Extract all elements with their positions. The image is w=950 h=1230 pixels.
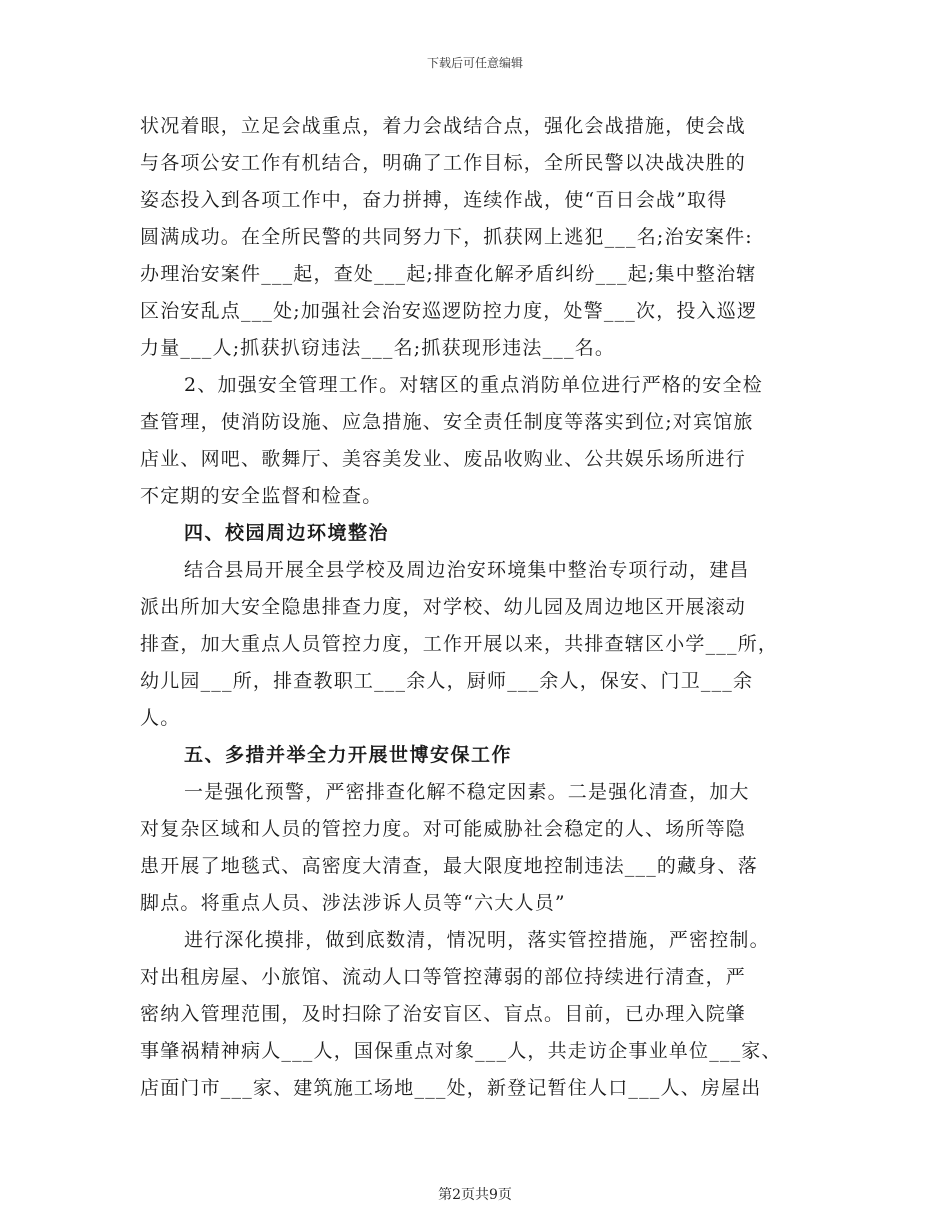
text-line: 排查，加大重点人员管控力度，工作开展以来，共排查辖区小学___所， [140,633,779,655]
text-line: 脚点。将重点人员、涉法涉诉人员等“六大人员” [140,892,566,914]
text-line: 对复杂区域和人员的管控力度。对可能威胁社会稳定的人、场所等隐 [140,818,747,840]
section-heading: 四、校园周边环境整治 [184,522,390,544]
text-line: 店业、网吧、歌舞厅、美容美发业、废品收购业、公共娱乐场所进行 [140,448,747,470]
text-line: 办理治安案件___起，查处___起;排查化解矛盾纠纷___起;集中整治辖 [140,263,757,285]
text-line: 人。 [140,707,181,729]
text-line: 不定期的安全监督和检查。 [140,485,383,507]
text-line: 对出租房屋、小旅馆、流动人口等管控薄弱的部位持续进行清查，严 [140,966,747,988]
page-header: 下载后可任意编辑 [426,56,523,70]
text-line: 幼儿园___所，排查教职工___余人，厨师___余人，保安、门卫___余 [140,670,754,692]
text-line: 结合县局开展全县学校及周边治安环境集中整治专项行动，建昌 [184,559,750,581]
text-line: 密纳入管理范围，及时扫除了治安盲区、盲点。目前，已办理入院肇 [140,1003,747,1025]
document-body [140,108,820,1107]
text-line: 店面门市___家、建筑施工场地___处，新登记暂住人口___人、房屋出 [140,1077,762,1099]
text-line: 状况着眼，立足会战重点，着力会战结合点，强化会战措施，使会战 [140,115,747,137]
text-line: 2、加强安全管理工作。对辖区的重点消防单位进行严格的安全检 [184,374,763,396]
text-line: 与各项公安工作有机结合，明确了工作目标，全所民警以决战决胜的 [140,152,747,174]
text-line: 事肇祸精神病人___人，国保重点对象___人，共走访企事业单位___家、 [140,1040,782,1062]
text-line: 派出所加大安全隐患排查力度，对学校、幼儿园及周边地区开展滚动 [140,596,747,618]
page-number: 第2页共9页 [438,1187,512,1203]
text-line: 区治安乱点___处;加强社会治安巡逻防控力度，处警___次，投入巡逻 [140,300,758,322]
text-line: 查管理，使消防设施、应急措施、安全责任制度等落实到位;对宾馆旅 [140,411,754,433]
section-heading: 五、多措并举全力开展世博安保工作 [184,744,513,766]
text-line: 姿态投入到各项工作中，奋力拼搏，连续作战，使“百日会战”取得 [140,189,728,211]
text-line: 圆满成功。在全所民警的共同努力下，抓获网上逃犯___名;治安案件: [140,226,753,248]
text-line: 患开展了地毯式、高密度大清查，最大限度地控制违法___的藏身、落 [140,855,758,877]
text-line: 一是强化预警，严密排查化解不稳定因素。二是强化清查，加大 [184,781,750,803]
text-line: 力量___人;抓获扒窃违法___名;抓获现形违法___名。 [140,337,616,359]
text-line: 进行深化摸排，做到底数清，情况明，落实管控措施，严密控制。 [184,929,770,951]
